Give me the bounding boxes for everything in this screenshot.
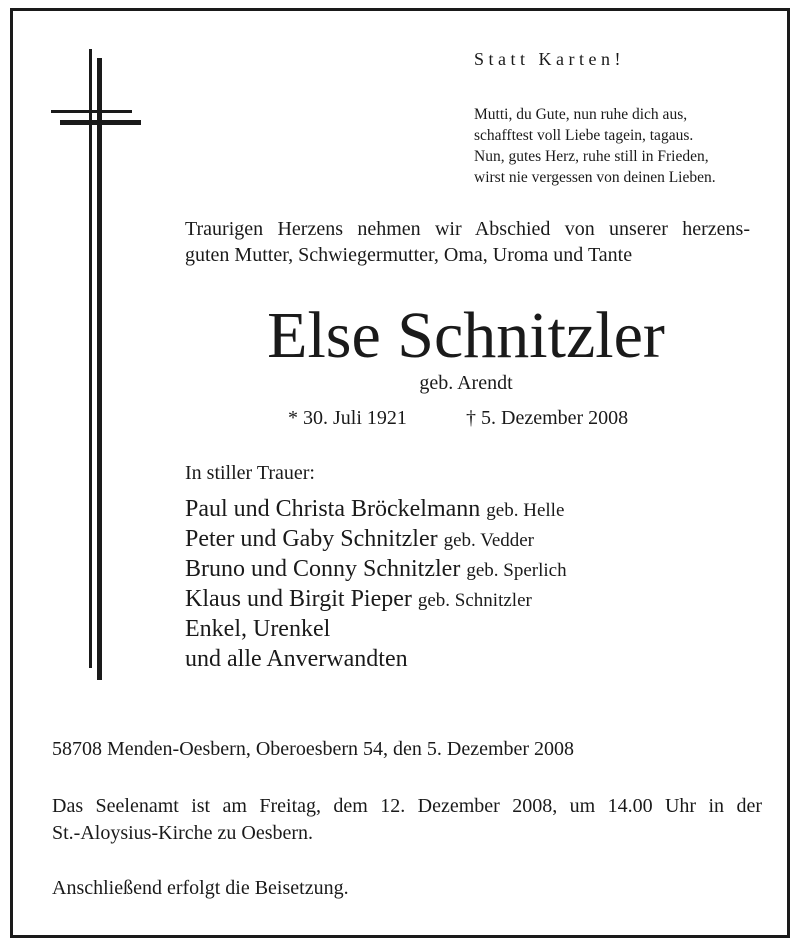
burial-info: Anschließend erfolgt die Beisetzung. [52,877,349,899]
intro-line-2: guten Mutter, Schwiegermutter, Oma, Uroma und Tante [185,244,633,266]
mass-line-2: St.-Aloysius-Kirche zu Oesbern. [52,822,314,844]
mourner-entry [185,524,567,554]
statt-karten-heading: Statt Karten! [474,49,625,69]
mourner-entry [185,554,567,584]
death-date: † 5. Dezember 2008 [466,407,629,429]
mourner-birth-name: geb. Vedder [443,530,535,551]
mourner-name: Klaus und Birgit Pieper [185,586,412,612]
mourner-entry [185,584,567,614]
mourners-label: In stiller Trauer: [185,462,315,484]
mourner-name: Bruno und Conny Schnitzler [185,556,461,582]
mourner-birth-name: geb. Sperlich [466,560,567,581]
poem [474,104,774,188]
mourner-entry [185,494,567,524]
intro-line-1: Traurigen Herzens nehmen wir Abschied von unserer herzens- [185,218,750,240]
address-line: 58708 Menden-Oesbern, Oberoesbern 54, den 5. Dezember 2008 [52,738,575,760]
mass-line-1: Das Seelenamt ist am Freitag, dem 12. Dezember 2008, um 14.00 Uhr in der [52,795,762,817]
mourner-name: und alle Anverwandten [185,646,408,672]
mourner-entry [185,644,567,674]
deceased-name: Else Schnitzler [267,299,665,372]
poem-line: Mutti, du Gute, nun ruhe dich aus, [474,106,688,123]
requiem-mass-info [52,793,762,847]
mourners-list [185,494,567,674]
mourner-birth-name: geb. Helle [486,500,565,521]
poem-line: Nun, gutes Herz, ruhe still in Frieden, [474,148,709,165]
maiden-name: geb. Arendt [419,372,513,394]
intro-text [185,216,750,268]
mourner-name: Paul und Christa Bröckelmann [185,496,481,522]
mourner-name: Enkel, Urenkel [185,616,331,642]
poem-line: wirst nie vergessen von deinen Lieben. [474,169,716,186]
poem-line: schafftest voll Liebe tagein, tagaus. [474,127,694,144]
mourner-entry [185,614,567,644]
mourner-birth-name: geb. Schnitzler [417,590,532,611]
mourner-name: Peter und Gaby Schnitzler [185,526,438,552]
birth-date: * 30. Juli 1921 [288,407,407,429]
